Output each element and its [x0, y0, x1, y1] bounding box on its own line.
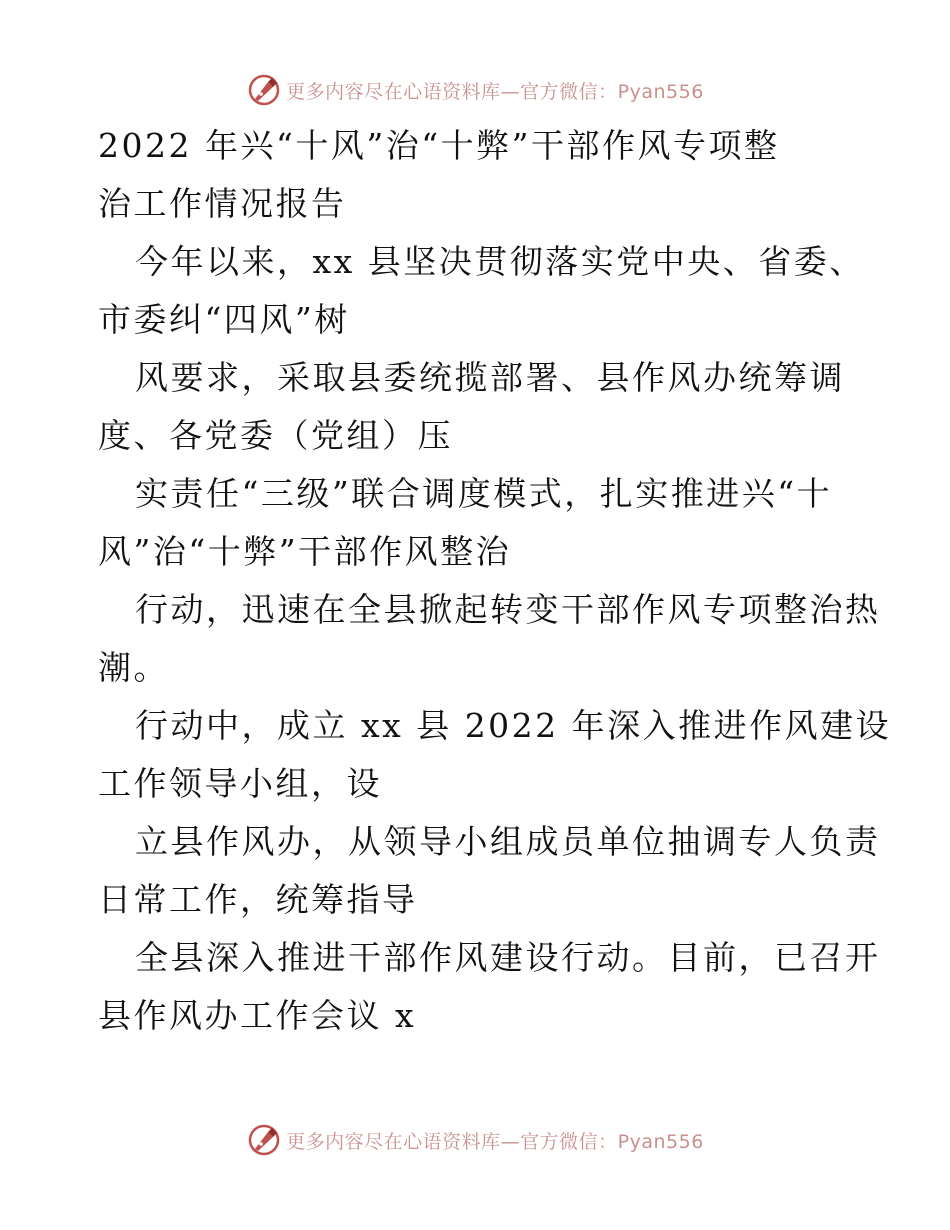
paragraph-line: 度、各党委（党组）压 — [98, 416, 453, 455]
paragraph-line: 日常工作，统筹指导 — [98, 880, 418, 919]
paragraph-line: 全县深入推进干部作风建设行动。目前，已召开 — [135, 938, 881, 977]
pen-nib-logo-icon — [246, 72, 282, 108]
paragraph-line: 工作领导小组，设 — [98, 764, 382, 803]
paragraph-line: 风要求，采取县委统揽部署、县作风办统筹调 — [135, 358, 845, 397]
paragraph-line: 行动中，成立 xx 县 2022 年深入推进作风建设 — [135, 706, 892, 745]
paragraph-line: 立县作风办，从领导小组成员单位抽调专人负责 — [135, 822, 881, 861]
paragraph-line: 风”治“十弊”干部作风整治 — [98, 532, 512, 571]
paragraph-line: 市委纠“四风”树 — [98, 300, 350, 339]
paragraph-line: 行动，迅速在全县掀起转变干部作风专项整治热 — [135, 590, 881, 629]
header-watermark — [0, 70, 950, 110]
watermark-text: 更多内容尽在心语资料库—官方微信：Pyan556 — [286, 1130, 704, 1153]
paragraph-line: 今年以来，xx 县坚决贯彻落实党中央、省委、 — [135, 242, 865, 281]
footer-watermark — [0, 1120, 950, 1160]
paragraph-line: 县作风办工作会议 x — [98, 996, 417, 1035]
watermark-text: 更多内容尽在心语资料库—官方微信：Pyan556 — [286, 80, 704, 103]
pen-nib-logo-icon — [246, 1122, 282, 1158]
paragraph-line: 实责任“三级”联合调度模式，扎实推进兴“十 — [135, 474, 833, 513]
document-title-line: 2022 年兴“十风”治“十弊”干部作风专项整 — [98, 126, 780, 165]
document-body — [98, 117, 892, 1045]
document-title-line: 治工作情况报告 — [98, 184, 347, 223]
paragraph-line: 潮。 — [98, 648, 169, 687]
